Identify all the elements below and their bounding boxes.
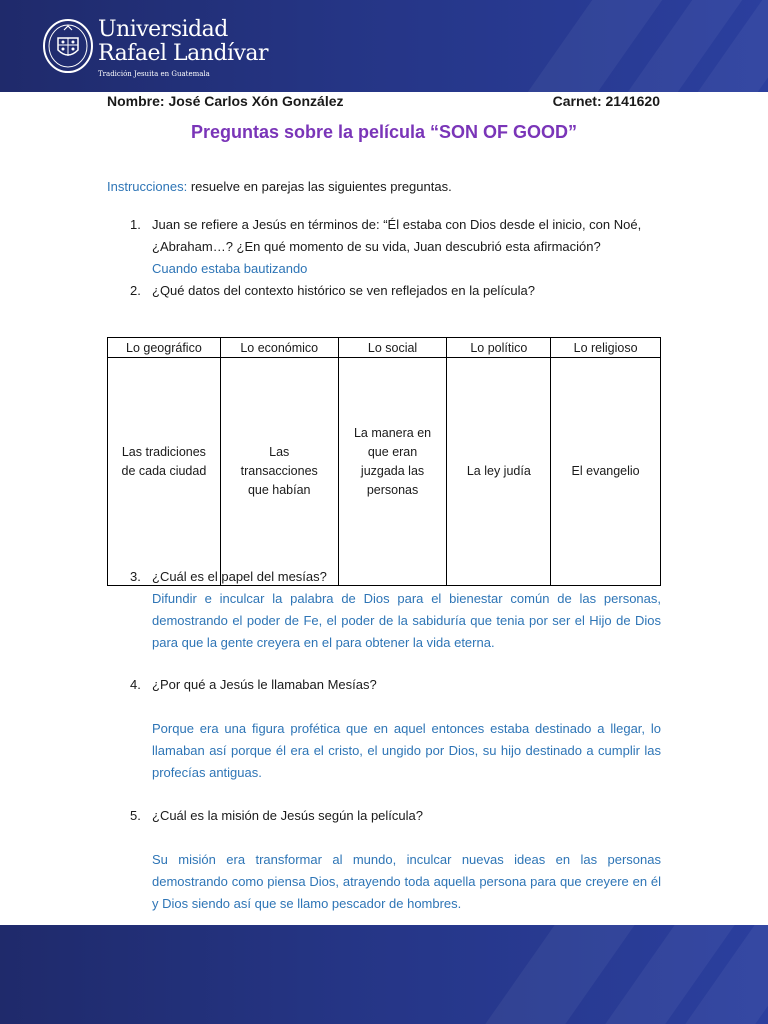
- university-name-line1: Universidad: [98, 17, 228, 42]
- question-number: 5.: [130, 808, 141, 823]
- answer-1: Cuando estaba bautizando: [152, 261, 308, 276]
- table-cell-religioso: [551, 358, 661, 586]
- cell-line: juzgada las: [360, 463, 425, 478]
- historical-context-table: [107, 337, 661, 586]
- table-cell-economico: [220, 358, 338, 586]
- question-5: [130, 805, 662, 827]
- table-header-cell: Lo geográfico: [108, 338, 221, 358]
- question-text-line: ¿Abraham…? ¿En qué momento de su vida, Juan descubrió esta afirmación?: [152, 239, 601, 254]
- cell-line: transacciones: [240, 464, 318, 478]
- question-number: 1.: [130, 217, 141, 232]
- university-tagline: Tradición Jesuita en Guatemala: [98, 70, 210, 78]
- footer-band: [0, 925, 768, 1024]
- table-row: [108, 358, 661, 586]
- question-text-line: ¿Qué datos del contexto histórico se ven reflejados en la película?: [152, 283, 536, 298]
- table-header-cell: Lo político: [447, 338, 551, 358]
- cell-line: La ley judía: [466, 464, 531, 478]
- question-1: [130, 214, 662, 258]
- student-carnet: Carnet: 2141620: [552, 93, 660, 109]
- answer-5: Su misión era transformar al mundo, inculcar nuevas ideas en las personas demostrando como piensa Dios, atrayendo toda aquella persona para que creyere en él y Dios siendo así que se llamo pescador de hombres.: [152, 852, 661, 911]
- question-text-line: Juan se refiere a Jesús en términos de: “Él estaba con Dios desde el inicio, con Noé,: [152, 217, 642, 232]
- answer-3: Difundir e inculcar la palabra de Dios para el bienestar común de las personas, demostrando el poder de Fe, el poder de la sabiduría que tenia por ser el Hijo de Dios para que la gente creyera en el para obtener la vida eterna.: [152, 591, 661, 650]
- cell-line: Las tradiciones: [121, 444, 206, 459]
- instructions: [107, 179, 452, 194]
- question-text-line: ¿Cuál es la misión de Jesús según la película?: [152, 808, 423, 823]
- document-title: Preguntas sobre la película “SON OF GOOD”: [190, 122, 578, 142]
- header-band: [0, 0, 768, 92]
- cell-line: El evangelio: [571, 464, 640, 478]
- university-seal-icon: [42, 18, 94, 74]
- table-header-cell: Lo económico: [220, 338, 338, 358]
- student-info: [107, 92, 660, 110]
- question-number: 4.: [130, 677, 141, 692]
- university-name: [98, 18, 268, 66]
- question-3: [130, 566, 662, 588]
- cell-line: de cada ciudad: [121, 463, 207, 478]
- cell-line: Las: [269, 445, 290, 459]
- question-4: [130, 674, 662, 696]
- instructions-text: resuelve en parejas las siguientes preguntas.: [187, 179, 452, 194]
- question-text-line: ¿Por qué a Jesús le llamaban Mesías?: [152, 677, 377, 692]
- table-header-row: [108, 338, 661, 358]
- instructions-label: Instrucciones:: [107, 179, 188, 194]
- question-2: [130, 280, 662, 302]
- cell-line: personas: [366, 482, 419, 497]
- university-name-line2: Rafael Landívar: [98, 41, 269, 66]
- cell-line: que habían: [247, 483, 311, 497]
- student-name: Nombre: José Carlos Xón González: [107, 93, 344, 109]
- table-cell-politico: [447, 358, 551, 586]
- question-text-line: ¿Cuál es el papel del mesías?: [152, 569, 327, 584]
- cell-line: que eran: [367, 444, 418, 459]
- question-number: 2.: [130, 283, 141, 298]
- cell-line: La manera en: [353, 425, 432, 440]
- answer-4: Porque era una figura profética que en aquel entonces estaba destinado a llegar, lo llamaban así porque él era el cristo, el ungido por Dios, su hijo destinado a cumplir las profecías antiguas.: [152, 721, 661, 780]
- question-number: 3.: [130, 569, 141, 584]
- table-cell-social: [338, 358, 447, 586]
- table-header-cell: Lo religioso: [551, 338, 661, 358]
- table-cell-geografico: [108, 358, 221, 586]
- table-header-cell: Lo social: [338, 338, 447, 358]
